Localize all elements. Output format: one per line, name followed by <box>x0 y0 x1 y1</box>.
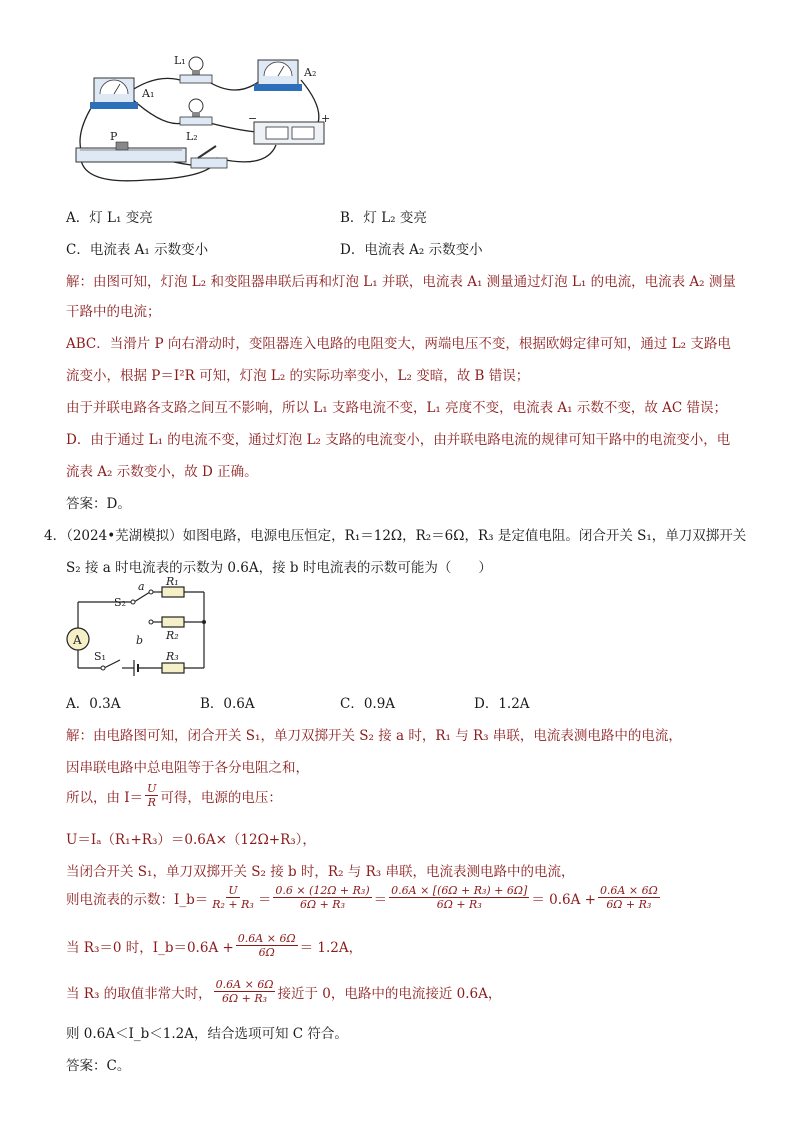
q3-solution-line-1: 解：由图可知，灯泡 L₂ 和变阻器串联后再和灯泡 L₁ 并联，电流表 A₁ 测量通过灯泡 L₁ 的电流，电流表 A₂ 测量 <box>66 274 736 290</box>
label-r3: R₃ <box>166 650 179 663</box>
l6-mid: ＝ 0.6A + <box>531 891 596 908</box>
q3-option-b: B．灯 L₂ 变亮 <box>340 210 427 226</box>
fraction-4 <box>598 884 660 911</box>
q4-stem-line-2: S₂ 接 a 时电流表的示数为 0.6A，接 b 时电流表的示数可能为（ ） <box>66 560 492 576</box>
label-r1: R₁ <box>166 576 179 588</box>
q4-stem-line-1: 4．（2024•芜湖模拟）如图电路，电源电压恒定，R₁＝12Ω，R₂＝6Ω，R₃ 是定值电阻。闭合开关 S₁，单刀双掷开关 <box>44 528 747 544</box>
frac-num: 0.6 × (12Ω + R₃) <box>275 884 370 897</box>
frac-den: R <box>147 796 156 809</box>
q3-solution-line-4: 流变小，根据 P＝I²R 可知，灯泡 L₂ 的实际功率变小，L₂ 变暗，故 B 错误； <box>66 368 530 384</box>
q4-solution-line-1: 解：由电路图可知，闭合开关 S₁，单刀双掷开关 S₂ 接 a 时，R₁ 与 R₃ 串联，电流表测电路中的电流， <box>66 728 682 744</box>
q4-solution-line-7 <box>66 932 362 959</box>
label-l1: L₁ <box>174 54 186 67</box>
q4-option-a: A．0.3A <box>66 696 121 712</box>
frac-den: 6Ω + R₃ <box>299 898 345 911</box>
rheostat <box>76 142 186 162</box>
q4-solution-line-4: U＝Iₐ（R₁+R₃）＝0.6A×（12Ω+R₃）， <box>66 832 316 848</box>
q4-circuit-figure <box>62 576 222 682</box>
q3-option-d: D．电流表 A₂ 示数变小 <box>340 242 483 258</box>
equals: ＝ <box>257 891 272 908</box>
label-minus: − <box>248 112 258 125</box>
frac-den: 6Ω + R₃ <box>222 992 268 1005</box>
fraction-2 <box>273 884 371 911</box>
label-plus: + <box>321 112 331 125</box>
q3-option-c: C．电流表 A₁ 示数变小 <box>66 242 209 258</box>
l3-pre: 所以，由 I＝ <box>66 789 144 806</box>
frac-num: 0.6A × 6Ω <box>599 884 658 897</box>
battery <box>254 122 324 144</box>
l6-pre: 则电流表的示数：I_b＝ <box>66 891 209 908</box>
frac-num: U <box>147 782 157 795</box>
frac-den: 6Ω <box>258 946 275 959</box>
frac-num: 0.6A × 6Ω <box>215 978 274 991</box>
label-s1: S₁ <box>94 650 106 663</box>
label-p: P <box>110 130 118 143</box>
fraction-6 <box>214 978 276 1005</box>
q4-solution-line-5: 当闭合开关 S₁，单刀双掷开关 S₂ 接 b 时，R₂ 与 R₃ 串联，电流表测电路中的电流， <box>66 864 575 880</box>
l3-post: 可得，电源的电压： <box>160 789 282 806</box>
q4-solution-line-8 <box>66 978 501 1005</box>
fraction-3 <box>389 884 529 911</box>
label-a: a <box>138 580 145 593</box>
q3-solution-line-7: 流表 A₂ 示数变小，故 D 正确。 <box>66 464 258 480</box>
frac-num: U <box>228 884 238 897</box>
fraction-1 <box>210 884 256 911</box>
q3-solution-line-6: D．由于通过 L₁ 的电流不变，通过灯泡 L₂ 支路的电流变小，由并联电路电流的规律可知干路中的电流变小，电 <box>66 432 731 448</box>
ammeter-a1 <box>90 78 138 109</box>
l8-post: 接近于 0，电路中的电流接近 0.6A， <box>277 985 502 1002</box>
q4-solution-line-3 <box>66 782 282 809</box>
q4-answer: 答案：C。 <box>66 1058 131 1074</box>
q4-solution-line-2: 因串联电路中总电阻等于各分电阻之和， <box>66 760 309 776</box>
switch <box>191 146 227 168</box>
q4-solution-line-6 <box>66 884 662 911</box>
q3-circuit-figure <box>66 50 346 190</box>
frac-num: 0.6A × 6Ω <box>237 932 296 945</box>
fraction-5 <box>236 932 298 959</box>
q4-option-c: C．0.9A <box>340 696 396 712</box>
q4-solution-line-9: 则 0.6A＜I_b＜1.2A，结合选项可知 C 符合。 <box>66 1026 348 1042</box>
label-ammeter: A <box>73 633 82 647</box>
ammeter-a2 <box>254 60 302 91</box>
label-r2: R₂ <box>166 629 179 642</box>
frac-den: 6Ω + R₃ <box>606 898 652 911</box>
q3-solution-line-5: 由于并联电路各支路之间互不影响，所以 L₁ 支路电流不变，L₁ 亮度不变，电流表 A₁ 示数不变，故 AC 错误； <box>66 400 728 416</box>
frac-den: 6Ω + R₃ <box>436 898 482 911</box>
q3-answer: 答案：D。 <box>66 496 131 512</box>
label-a1: A₁ <box>142 87 155 100</box>
q3-option-a: A．灯 L₁ 变亮 <box>66 210 153 226</box>
equals: ＝ <box>373 891 388 908</box>
l7-pre: 当 R₃＝0 时，I_b＝0.6A + <box>66 939 234 956</box>
bulb-l2 <box>180 99 212 125</box>
label-s2: S₂ <box>114 596 126 609</box>
l8-pre: 当 R₃ 的取值非常大时， <box>66 985 212 1002</box>
frac-den: R₂ + R₃ <box>212 898 254 911</box>
q4-option-b: B．0.6A <box>200 696 255 712</box>
label-l2: L₂ <box>186 130 198 143</box>
q4-option-d: D．1.2A <box>474 696 530 712</box>
label-a2: A₂ <box>304 66 317 79</box>
l7-post: ＝ 1.2A， <box>299 939 363 956</box>
q3-solution-line-3: ABC．当滑片 P 向右滑动时，变阻器连入电路的电阻变大，两端电压不变，根据欧姆定律可知，通过 L₂ 支路电 <box>66 336 731 352</box>
ohm-law-fraction <box>145 782 158 809</box>
label-b: b <box>136 634 144 647</box>
frac-num: 0.6A × [(6Ω + R₃) + 6Ω] <box>391 884 528 897</box>
q3-solution-line-2: 干路中的电流； <box>66 304 161 320</box>
